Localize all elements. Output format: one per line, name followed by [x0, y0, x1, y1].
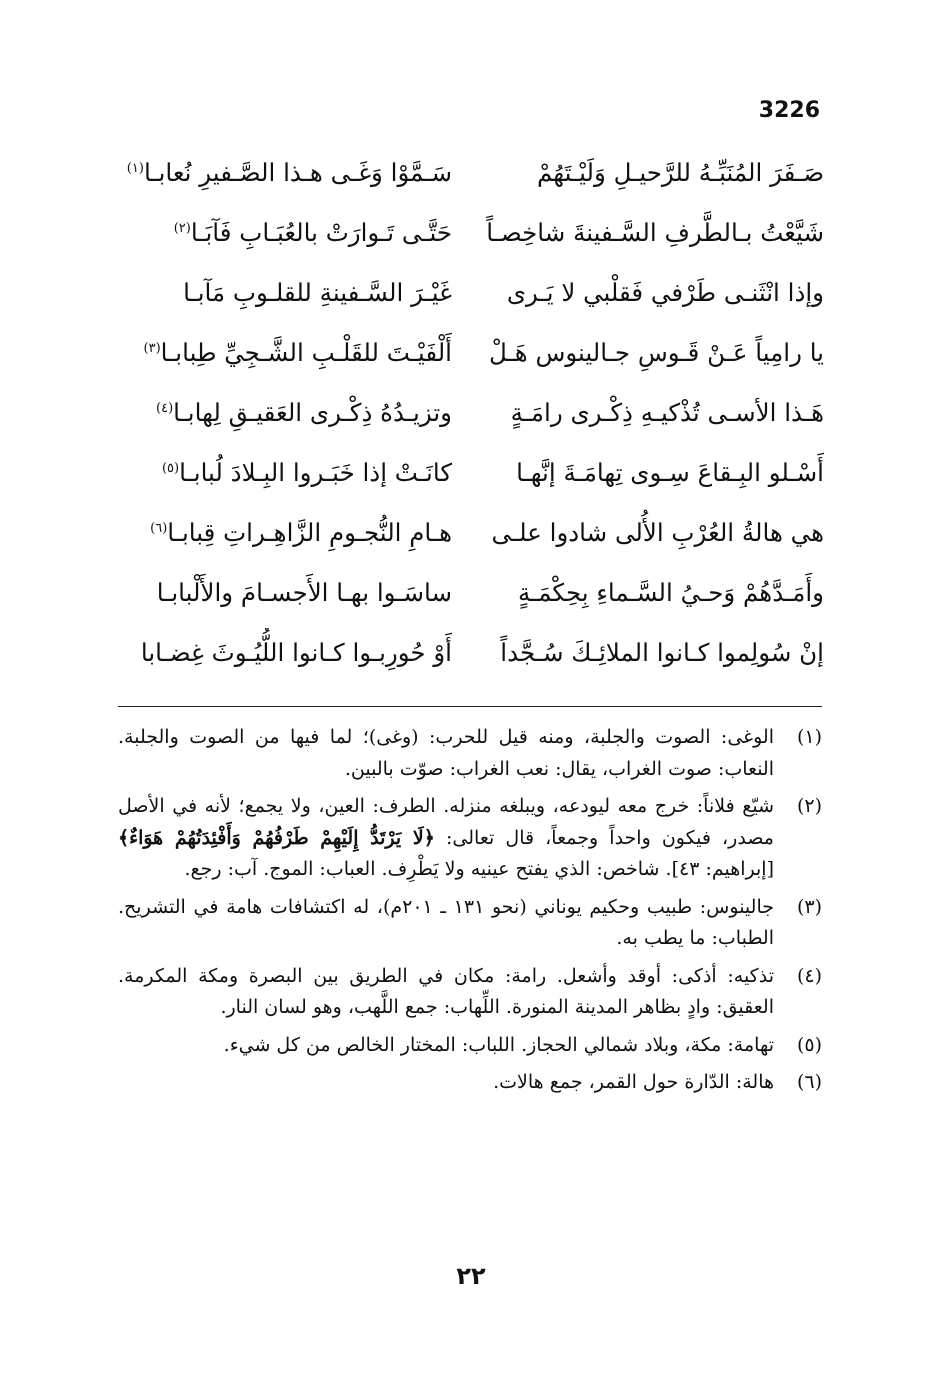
verse-3-second-text: غَيْـرَ السَّـفينةِ للقلـوبِ مَآبـا — [183, 278, 452, 307]
verse-3-first-hemistich: وإذا انْثَنـى طَرْفي فَقلْبي لا يَـرى — [506, 278, 824, 307]
verse-9-first-hemistich: إنْ سُولِموا كـانوا الملائِـكَ سُـجَّداً — [500, 638, 824, 667]
footnote-2 — [118, 791, 822, 886]
footnote-4 — [118, 961, 822, 1024]
footnote-ref-6: (٦) — [150, 520, 168, 536]
footnote-text: الوغى: الصوت والجلبة، ومنه قيل للحرب: (وغى)؛ لما فيها من الصوت والجلبة. النعاب: صوت الغراب، يقال: نعب الغراب: صوّت بالبين. — [118, 726, 774, 780]
verse-4-first-hemistich: يا رامِياً عَـنْ قَـوسِ جـالينوس هَـلْ — [489, 338, 824, 367]
verse-1-second-text: سَـمَّوْا وَغَـى هـذا الصَّـفيرِ نُعابـا — [143, 158, 452, 187]
verse-9-second-hemistich — [118, 628, 452, 678]
footnote-3 — [118, 892, 822, 955]
footnote-number: (٥) — [796, 1033, 822, 1056]
quran-reference: [إبراهيم: ٤٣] — [671, 858, 774, 880]
verse-4-second-hemistich — [118, 328, 452, 378]
footnote-ref-1: (١) — [126, 160, 144, 176]
verse-9 — [118, 628, 824, 678]
verse-7 — [118, 508, 824, 558]
footnote-number: (٦) — [796, 1071, 822, 1093]
verse-4-second-text: أَلْفَيْـتَ للقَلْـبِ الشَّـجِيِّ طِبابـا — [160, 338, 452, 367]
verse-6-second-text: كانَـتْ إذا خَبَـروا البِـلادَ لُبابـا — [179, 458, 452, 487]
verse-2 — [118, 208, 824, 258]
verse-3-second-hemistich — [118, 268, 452, 318]
verse-2-second-text: حَتَّـى تَـوارَتْ بالعُبَـابِ فَآبَـا — [190, 218, 452, 247]
verse-2-second-hemistich — [118, 208, 452, 258]
verse-6-second-hemistich — [118, 448, 452, 498]
footnote-2-text-before: شيّع فلاناً: خرج معه ليودعه، ويبلغه منزله. الطرف: العين، ولا يجمع؛ لأنه في الأصل مصدر، فيكون واحداً وجمعاً، قال تعالى: — [118, 795, 774, 849]
verse-5-first-hemistich: هَـذا الأسـى تُذْكيـهِ ذِكْـرى رامَـةٍ — [510, 398, 824, 427]
verse-7-first-hemistich: هي هالةُ العُرْبِ الأُلى شادوا علـى — [491, 518, 824, 547]
page-number-top: 3226 — [758, 98, 820, 123]
footnote-ref-5: (٥) — [161, 460, 180, 476]
footnote-text: جالينوس: طبيب وحكيم يوناني (نحو ١٣١ ـ ٢٠١م)، له اكتشافات هامة في التشريح. الطباب: ما يطب به. — [118, 895, 774, 949]
footnote-separator — [118, 706, 822, 707]
footnote-ref-2: (٢) — [173, 220, 191, 236]
footnote-ref-4: (٤) — [156, 400, 174, 416]
verse-4 — [118, 328, 824, 378]
verse-1 — [118, 148, 824, 198]
footnote-text: هالة: الدّارة حول القمر، جمع هالات. — [493, 1071, 774, 1093]
verse-5-second-text: وتزيـدُهُ ذِكْـرى العَقيـقِ لِهابـا — [173, 398, 452, 427]
footnote-text: تذكيه: أذكى: أوقد وأشعل. رامة: مكان في الطريق بين البصرة ومكة المكرمة. العقيق: وادٍ بظاهر المدينة المنورة. اللِّهاب: جمع اللَّهب، وهو لسان النار. — [118, 964, 774, 1018]
verse-2-first-hemistich: شَيَّعْتُ بـالطَّرفِ السَّـفينةَ شاخِصـاً — [486, 218, 824, 247]
verse-8-second-text: ساسَـوا بهـا الأَجسـامَ والأَلْبابـا — [156, 578, 452, 607]
footnote-number: (٣) — [796, 895, 822, 918]
verse-8-first-hemistich: وأَمَـدَّهُمْ وَحـيُ السَّـماءِ بِحِكْمَـةٍ — [517, 578, 824, 607]
verse-6 — [118, 448, 824, 498]
footnote-number: (٤) — [796, 964, 822, 987]
footnote-text: تهامة: مكة، وبلاد شمالي الحجاز. اللباب: المختار الخالص من كل شيء. — [223, 1033, 774, 1056]
verse-1-first-hemistich: صَـفَرَ المُنَبِّـهُ للرَّحيـلِ وَلَيْـتَهُمْ — [536, 158, 824, 187]
poem — [118, 148, 824, 678]
verse-7-second-hemistich — [118, 508, 452, 558]
verse-1-second-hemistich — [118, 148, 452, 198]
verse-8-second-hemistich — [118, 568, 452, 618]
verse-6-first-hemistich: أَسْـلو البِـقاعَ سِـوى تِهامَـةَ إنَّهـا — [516, 458, 824, 487]
footnote-number: (١) — [796, 726, 822, 748]
footnote-5 — [118, 1030, 822, 1062]
verse-5 — [118, 388, 824, 438]
verse-3 — [118, 268, 824, 318]
footnote-1 — [118, 722, 822, 785]
verse-5-second-hemistich — [118, 388, 452, 438]
footnote-6 — [118, 1067, 822, 1099]
footnotes — [118, 722, 822, 1105]
footnote-number: (٢) — [796, 795, 822, 817]
verse-9-second-text: أَوْ حُورِبـوا كـانوا اللُّيُـوثَ غِضـابا — [140, 638, 452, 667]
verse-7-second-text: هـامِ النُّجـومِ الزَّاهِـراتِ قِبابـا — [167, 518, 452, 547]
page-number-bottom: ٢٢ — [456, 1262, 486, 1290]
footnote-ref-3: (٣) — [143, 340, 161, 356]
footnote-2-text-after: . شاخص: الذي يفتح عينيه ولا يَطْرِف. العباب: الموج. آب: رجع. — [184, 858, 672, 880]
quran-verse: ﴿لَا يَرْتَدُّ إِلَيْهِمْ طَرْفُهُمْ وَأَفْئِدَتُهُمْ هَوَاءٌ﴾ — [118, 826, 435, 849]
verse-8 — [118, 568, 824, 618]
footnote-text — [118, 791, 774, 886]
